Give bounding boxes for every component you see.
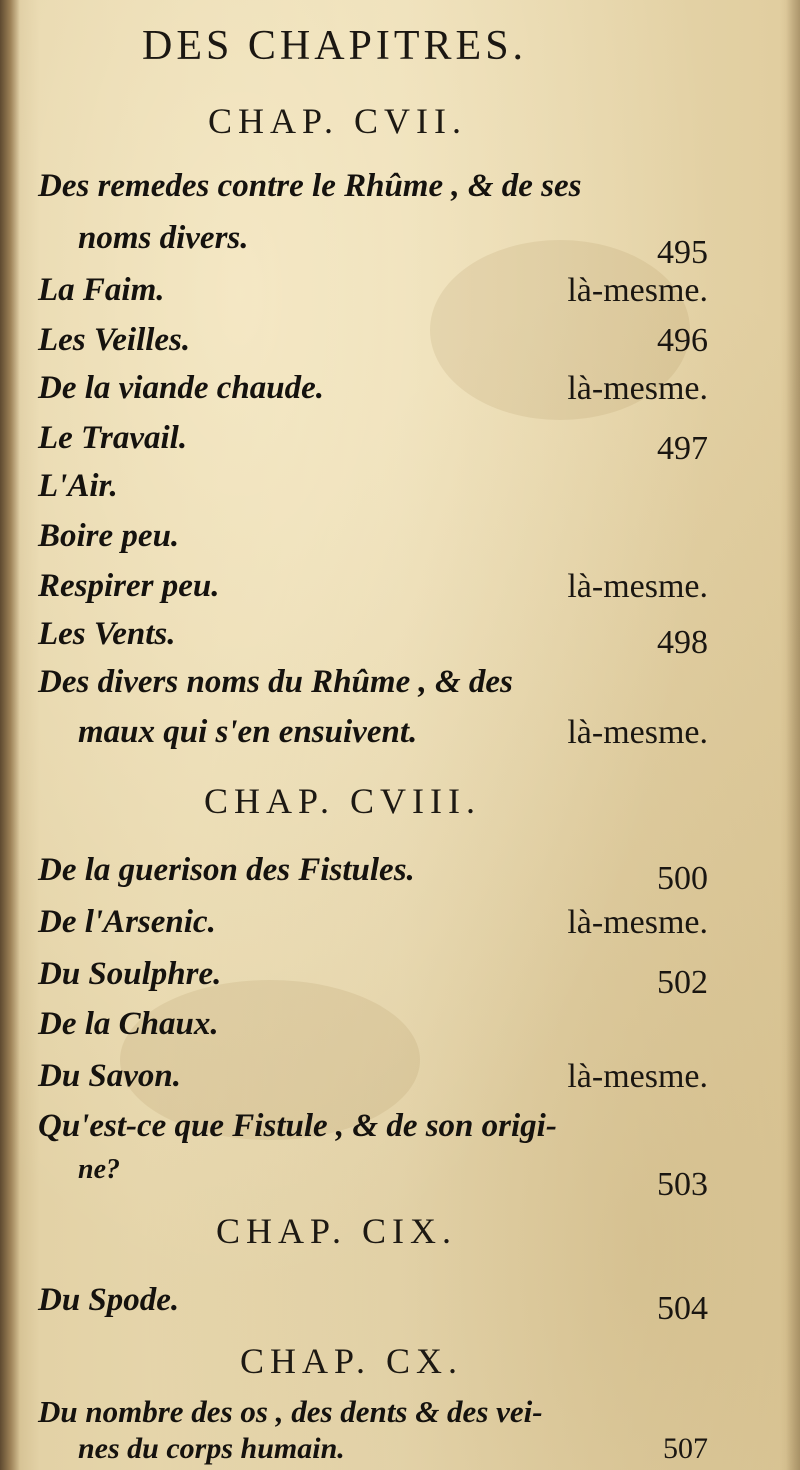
entry-title: Respirer peu.: [38, 568, 220, 604]
entry-title: Des remedes contre le Rhûme , & de ses: [38, 168, 582, 204]
toc-entry: [38, 370, 708, 422]
entry-title: De la viande chaude.: [38, 370, 324, 406]
page-reference: 496: [657, 322, 708, 359]
page-reference: 498: [657, 624, 708, 661]
entry-title-continued: ne?: [78, 1154, 120, 1185]
page-reference: 504: [657, 1290, 708, 1327]
entry-title: Du nombre des os , des dents & des vei-: [38, 1394, 543, 1429]
toc-entry-continuation: [38, 714, 708, 766]
entry-title: Des divers noms du Rhûme , & des: [38, 664, 513, 700]
page-reference: là-mesme.: [567, 272, 708, 309]
toc-entry: [38, 420, 708, 472]
page-reference: 503: [657, 1166, 708, 1203]
book-spine-shadow: [0, 0, 20, 1470]
toc-entry: [38, 1108, 708, 1160]
entry-title: Qu'est-ce que Fistule , & de son origi-: [38, 1108, 557, 1144]
entry-title-continued: maux qui s'en ensuivent.: [78, 714, 418, 750]
entry-title: De l'Arsenic.: [38, 904, 216, 940]
chapter-heading: CHAP. CVIII.: [204, 781, 482, 821]
entry-title: L'Air.: [38, 468, 118, 504]
toc-entry-continuation: [38, 1432, 708, 1468]
entry-title: Le Travail.: [38, 420, 188, 456]
toc-entry: [38, 322, 708, 374]
entry-title: Du Spode.: [38, 1282, 180, 1318]
page-reference: 495: [657, 234, 708, 271]
page-reference: là-mesme.: [567, 1058, 708, 1095]
entry-title-continued: nes du corps humain.: [78, 1432, 345, 1465]
entry-title: Du Soulphre.: [38, 956, 222, 992]
entry-title: La Faim.: [38, 272, 165, 308]
toc-entry: [38, 664, 708, 716]
entry-title: Les Vents.: [38, 616, 176, 652]
toc-entry-continuation: [38, 1154, 708, 1206]
toc-entry: [38, 168, 708, 220]
entry-title: Boire peu.: [38, 518, 180, 554]
running-head: DES CHAPITRES.: [142, 23, 528, 69]
toc-entry: [38, 616, 708, 668]
toc-entry-continuation: [38, 220, 708, 272]
entry-title: De la Chaux.: [38, 1006, 219, 1042]
page-reference: 507: [663, 1432, 708, 1465]
page-reference: là-mesme.: [567, 904, 708, 941]
toc-entry: [38, 518, 708, 570]
toc-entry: [38, 1058, 708, 1110]
page-reference: 500: [657, 860, 708, 897]
chapter-heading: CHAP. CX.: [240, 1341, 464, 1381]
toc-entry: [38, 1282, 708, 1334]
toc-entry: [38, 568, 708, 620]
page-edge-shadow: [786, 0, 800, 1470]
entry-title-continued: noms divers.: [78, 220, 249, 256]
page-reference: 502: [657, 964, 708, 1001]
page-reference: 497: [657, 430, 708, 467]
toc-entry: [38, 852, 708, 904]
chapter-heading: CHAP. CIX.: [216, 1211, 458, 1251]
chapter-heading: CHAP. CVII.: [208, 101, 468, 141]
toc-entry: [38, 272, 708, 324]
toc-entry: [38, 1006, 708, 1058]
page-reference: là-mesme.: [567, 568, 708, 605]
page-reference: là-mesme.: [567, 714, 708, 751]
entry-title: Du Savon.: [38, 1058, 182, 1094]
toc-entry: [38, 468, 708, 520]
entry-title: Les Veilles.: [38, 322, 191, 358]
toc-entry: [38, 904, 708, 956]
toc-entry: [38, 956, 708, 1008]
page-reference: là-mesme.: [567, 370, 708, 407]
entry-title: De la guerison des Fistules.: [38, 852, 415, 888]
